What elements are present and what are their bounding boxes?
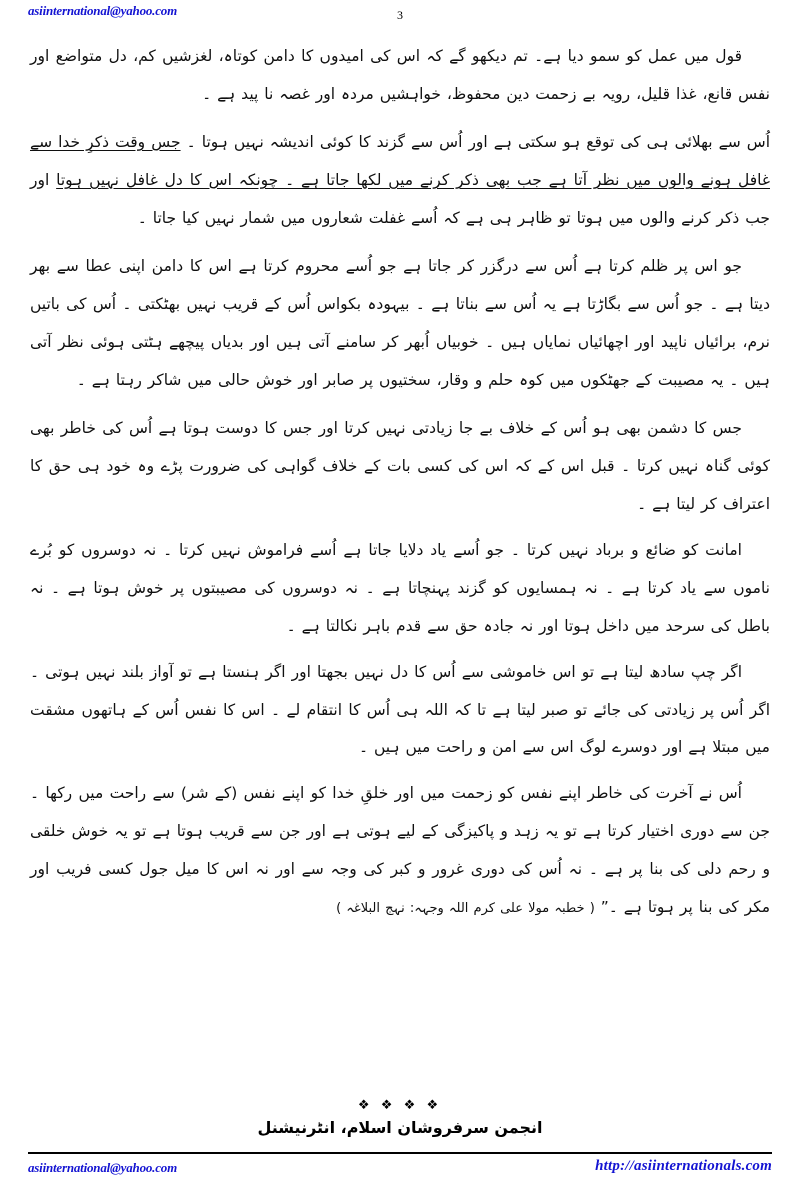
page-footer [28, 1158, 772, 1180]
page-header [0, 0, 800, 30]
paragraph-2-underlined-emphasis: جس وقت ذکرِ خدا سے غافل ہونے والوں میں نظر آتا ہے جب بھی ذکر کرنے میں لکھا جاتا ہے ۔ چونکہ اس کا دل غافل نہیں ہوتا [30, 132, 770, 189]
paragraph-1: قول میں عمل کو سمو دیا ہے۔ تم دیکھو گے کہ اس کی امیدوں کا دامن کوتاہ، لغزشیں کم، دل متواضع اور نفس قانع، غذا قلیل، رویہ بے زحمت دین محفوظ، خواہشیں مردہ اور غصہ نا پید ہے ۔ [30, 47, 770, 103]
page-number: 3 [397, 8, 403, 22]
document-body [30, 38, 770, 931]
paragraph-3: جو اس پر ظلم کرتا ہے اُس سے درگزر کر جاتا ہے جو اُسے محروم کرتا ہے اس کا دامن اپنی عطا سے بھر دیتا ہے ۔ جو اُس سے بگاڑتا ہے یہ اُس سے بناتا ہے ۔ بیہودہ بکواس اُس کے قریب نہیں بھٹکتی ۔ اُس کی باتیں نرم، برائیاں ناپید اور اچھائیاں نمایاں ہیں ۔ خوبیاں اُبھر کر سامنے آتی ہیں اور بدیاں پیچھے ہٹتی ہوئی نظر آتی ہیں ۔ یہ مصیبت کے جھٹکوں میں کوہ حلم و وقار، سختیوں پر صابر اور خوش حالی میں شاکر رہتا ہے ۔ [30, 256, 770, 389]
paragraph-5: امانت کو ضائع و برباد نہیں کرتا ۔ جو اُسے یاد دلایا جاتا ہے اُسے فراموش نہیں کرتا ۔ نہ دوسروں کو بُرے ناموں سے یاد کرتا ہے ۔ نہ ہمسایوں کو گزند پہنچاتا ہے ۔ نہ دوسروں کی مصیبتوں پر خوش ہوتا ہے ۔ نہ باطل کی سرحد میں داخل ہوتا اور نہ جادہ حق سے قدم باہر نکالتا ہے ۔ [30, 540, 770, 635]
paragraph-6: اگر چپ سادھ لیتا ہے تو اس خاموشی سے اُس کا دل نہیں بجھتا اور اگر ہنستا ہے تو آواز بلند نہیں ہوتی ۔ اگر اُس پر زیادتی کی جائے تو صبر لیتا ہے تا کہ اللہ ہی اُس کا انتقام لے ۔ اس کا نفس اُس کے ہاتھوں مشقت میں مبتلا ہے اور دوسرے لوگ اس سے امن و راحت میں ہیں ۔ [30, 662, 770, 757]
paragraph-4: جس کا دشمن بھی ہو اُس کے خلاف بے جا زیادتی نہیں کرتا اور جس کا دوست ہوتا ہے اُس کی خاطر بھی کوئی گناہ نہیں کرتا ۔ قبل اس کے کہ اس کی کسی بات کے خلاف گواہی کی ضرورت پڑے وہ خود ہی حق کا اعتراف کر لیتا ہے ۔ [30, 418, 770, 513]
paragraph-2-run-plain-2: اور جب ذکر کرنے والوں میں ہوتا تو ظاہر ہی ہے کہ اُسے غفلت شعاروں میں شمار نہیں کیا جاتا ۔ [30, 170, 770, 227]
header-email-link[interactable]: asiinternational@yahoo.com [28, 3, 177, 18]
footer-divider [28, 1152, 772, 1154]
paragraph-7-text: اُس نے آخرت کی خاطر اپنے نفس کو زحمت میں اور خلقِ خدا کو اپنے نفس (کے شر) سے راحت میں رکھا ۔ جن سے دوری اختیار کرتا ہے تو یہ زہد و پاکیزگی کے لیے ہوتی ہے اور جن سے قریب ہوتا ہے تو یہ خوش خلقی و رحم دلی کی بنا پر ہے ۔ نہ اُس کی دوری غرور و کبر کی وجہ سے اور نہ اس کا میل جول کسی فریب اور مکر کی بنا پر ہوتا ہے ۔” [30, 784, 770, 917]
paragraph-2-run-plain-1: اُس سے بھلائی ہی کی توقع ہو سکتی ہے اور اُس سے گزند کا کوئی اندیشہ نہیں ہوتا ۔ [180, 132, 771, 151]
footer-website-link[interactable]: http://asiinternationals.com [595, 1158, 772, 1174]
paragraph-2 [30, 124, 770, 238]
paragraph-7 [30, 775, 770, 927]
decorative-ornament: ❖ ❖ ❖ ❖ [357, 1097, 443, 1112]
organization-name: انجمن سرفروشان اسلام، انٹرنیشنل [257, 1118, 543, 1137]
source-citation: ( خطبہ مولا علی کرم اللہ وجہہ: نہج البلاغہ ) [336, 901, 595, 917]
footer-email-link[interactable]: asiinternational@yahoo.com [28, 1160, 177, 1175]
